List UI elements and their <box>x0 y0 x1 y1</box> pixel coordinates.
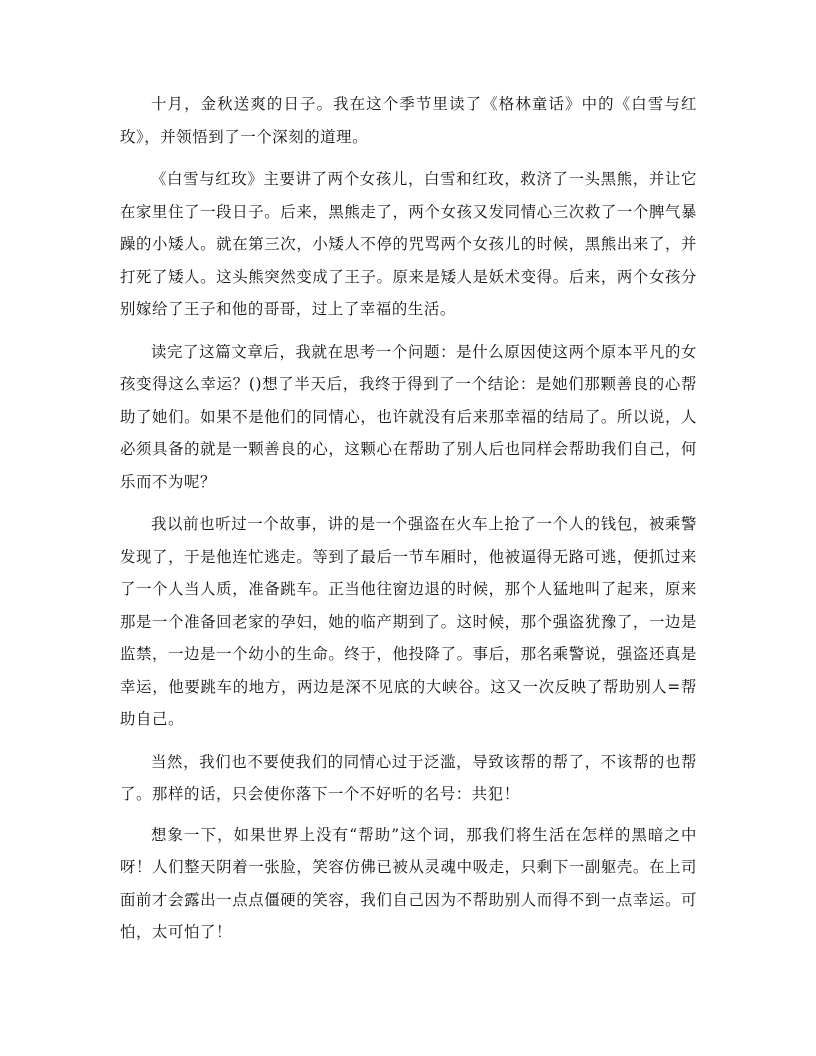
paragraph-5: 当然，我们也不要使我们的同情心过于泛滥，导致该帮的帮了，不该帮的也帮了。那样的话，只会使你落下一个不好听的名号：共犯！ <box>120 752 697 803</box>
paragraph-1: 十月，金秋送爽的日子。我在这个季节里读了《格林童话》中的《白雪与红玫》，并领悟到了一个深刻的道理。 <box>120 95 697 146</box>
paragraph-3: 读完了这篇文章后，我就在思考一个问题：是什么原因使这两个原本平凡的女孩变得这么幸运？()想了半天后，我终于得到了一个结论：是她们那颗善良的心帮助了她们。如果不是他们的同情心，也许就没有后来那幸福的结局了。所以说，人必须具备的就是一颗善良的心，这颗心在帮助了别人后也同样会帮助我们自己，何乐而不为呢？ <box>120 342 697 491</box>
paragraph-4: 我以前也听过一个故事，讲的是一个强盗在火车上抢了一个人的钱包，被乘警发现了，于是他连忙逃走。等到了最后一节车厢时，他被逼得无路可逃，便抓过来了一个人当人质，准备跳车。正当他往窗边退的时候，那个人猛地叫了起来，原来那是一个准备回老家的孕妇，她的临产期到了。这时候，那个强盗犹豫了，一边是监禁，一边是一个幼小的生命。终于，他投降了。事后，那名乘警说，强盗还真是幸运，他要跳车的地方，两边是深不见底的大峡谷。这又一次反映了帮助别人=帮助自己。 <box>120 515 697 728</box>
document-body <box>120 88 697 955</box>
paragraph-6: 想象一下，如果世界上没有“帮助”这个词，那我们将生活在怎样的黑暗之中呀！人们整天阴着一张脸，笑容仿佛已被从灵魂中吸走，只剩下一副躯壳。在上司面前才会露出一点点僵硬的笑容，我们自己因为不帮助别人而得不到一点幸运。可怕，太可怕了！ <box>120 825 697 941</box>
paragraph-2: 《白雪与红玫》主要讲了两个女孩儿，白雪和红玫，救济了一头黑熊，并让它在家里住了一段日子。后来，黑熊走了，两个女孩又发同情心三次救了一个脾气暴躁的小矮人。就在第三次，小矮人不停的咒骂两个女孩儿的时候，黑熊出来了，并打死了矮人。这头熊突然变成了王子。原来是矮人是妖术变得。后来，两个女孩分别嫁给了王子和他的哥哥，过上了幸福的生活。 <box>120 170 697 318</box>
